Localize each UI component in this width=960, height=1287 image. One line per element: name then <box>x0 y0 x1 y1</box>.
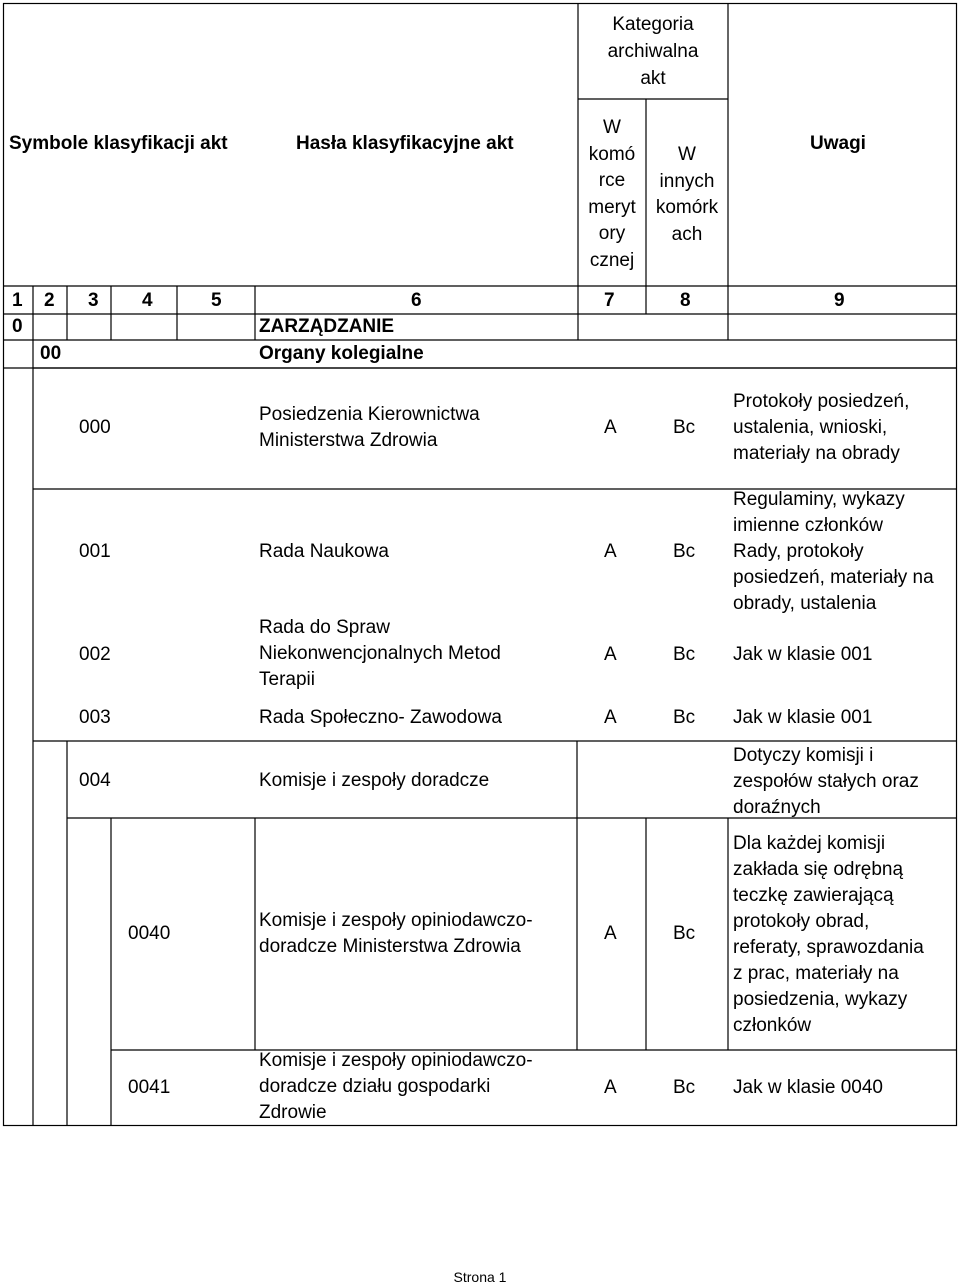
row-00-title: Organy kolegialne <box>259 343 424 364</box>
column-number: 8 <box>680 290 691 311</box>
header-remarks: Uwagi <box>810 133 866 154</box>
row-000-category-other: Bc <box>673 417 696 438</box>
row-001-notes: Regulaminy, wykazy imienne członków Rady, protokoły posiedzeń, materiały na obrady, ustalenia <box>733 489 934 614</box>
row-004-title: Komisje i zespoły doradcze <box>259 770 490 791</box>
column-number: 5 <box>211 290 222 311</box>
row-00-code: 00 <box>40 343 62 364</box>
row-003-notes: Jak w klasie 001 <box>733 707 873 728</box>
header-slogans: Hasła klasyfikacyjne akt <box>296 133 514 154</box>
row-002-title: Rada do Spraw Niekonwencjonalnych Metod Terapii <box>259 617 501 690</box>
header-in-substantive-unit: W komó rce meryt ory cznej <box>588 117 636 271</box>
header-in-other-units: W innych komórk ach <box>655 144 719 245</box>
row-0-code: 0 <box>12 316 23 337</box>
row-0040-category-other: Bc <box>673 923 696 944</box>
row-004-code: 004 <box>79 770 111 791</box>
row-001-code: 001 <box>79 541 111 562</box>
row-0041-category-other: Bc <box>673 1077 696 1098</box>
row-001-title: Rada Naukowa <box>259 541 389 562</box>
row-002-category-main: A <box>604 644 617 665</box>
row-0040-notes: Dla każdej komisji zakłada się odrębną teczkę zawierającą protokoły obrad, referaty, sprawozdania z prac, materiały na posiedzenia, wykazy członków <box>733 833 924 1036</box>
row-003-category-other: Bc <box>673 707 696 728</box>
header-symbols: Symbole klasyfikacji akt <box>9 133 228 154</box>
column-number: 9 <box>834 290 845 311</box>
row-0040-code: 0040 <box>128 923 171 944</box>
row-001-category-main: A <box>604 541 617 562</box>
row-0041-title: Komisje i zespoły opiniodawczo- doradcze działu gospodarki Zdrowie <box>259 1050 533 1123</box>
header-category: Kategoria archiwalna akt <box>607 14 699 89</box>
row-0040-category-main: A <box>604 923 617 944</box>
row-0041-code: 0041 <box>128 1077 171 1098</box>
row-0041-category-main: A <box>604 1077 617 1098</box>
row-003-code: 003 <box>79 707 111 728</box>
row-000-title: Posiedzenia Kierownictwa Ministerstwa Zdrowia <box>259 404 480 451</box>
row-004-notes: Dotyczy komisji i zespołów stałych oraz doraźnych <box>733 745 919 818</box>
row-000-category-main: A <box>604 417 617 438</box>
column-number: 1 <box>12 290 23 311</box>
row-003-title: Rada Społeczno- Zawodowa <box>259 707 502 728</box>
row-0-title: ZARZĄDZANIE <box>259 316 395 337</box>
row-000-notes: Protokoły posiedzeń, ustalenia, wnioski, materiały na obrady <box>733 391 910 464</box>
page-footer: Strona 1 <box>453 1269 507 1285</box>
column-number: 7 <box>604 290 615 311</box>
column-number: 6 <box>411 290 422 311</box>
row-002-notes: Jak w klasie 001 <box>733 644 873 665</box>
row-001-category-other: Bc <box>673 541 696 562</box>
row-002-code: 002 <box>79 644 111 665</box>
column-number: 3 <box>88 290 99 311</box>
column-number: 4 <box>142 290 153 311</box>
row-003-category-main: A <box>604 707 617 728</box>
row-002-category-other: Bc <box>673 644 696 665</box>
row-0041-notes: Jak w klasie 0040 <box>733 1077 883 1098</box>
row-0040-title: Komisje i zespoły opiniodawczo- doradcze Ministerstwa Zdrowia <box>259 910 533 957</box>
column-number: 2 <box>44 290 55 311</box>
row-000-code: 000 <box>79 417 111 438</box>
